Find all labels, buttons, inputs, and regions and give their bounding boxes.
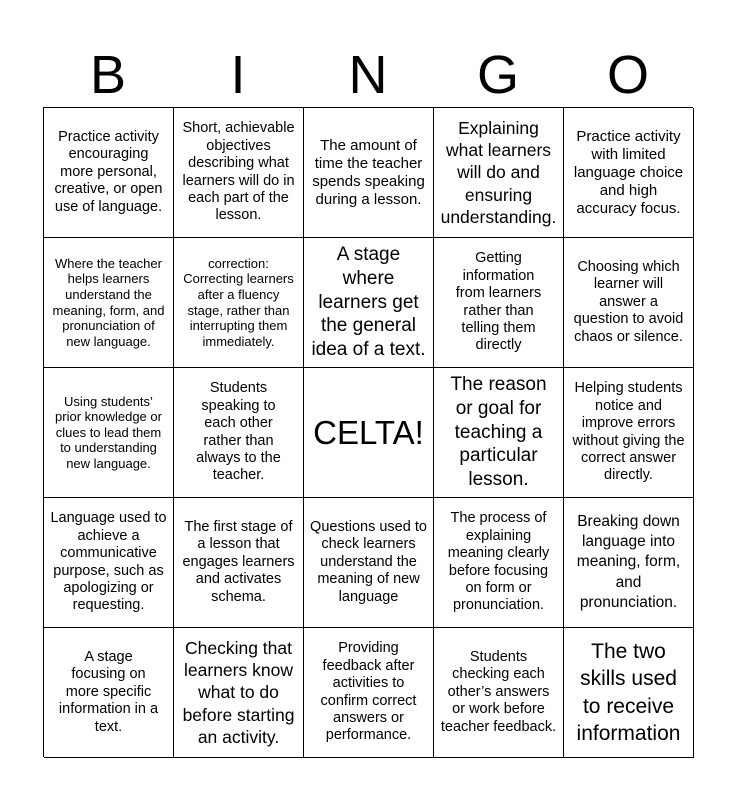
cell-text: The reason or goal for teaching a particular lesson. bbox=[450, 374, 547, 491]
cell-text: Where the teacher helps learners understand the meaning, form, and pronunciation of new language. bbox=[52, 255, 165, 349]
bingo-cell[interactable] bbox=[174, 628, 304, 758]
cell-text: Choosing which learner will answer a question to avoid chaos or silence. bbox=[573, 259, 684, 345]
bingo-cell[interactable] bbox=[564, 108, 694, 238]
cell-text: The process of explaining meaning clearly before focusing on form or pronunciation. bbox=[447, 510, 550, 614]
bingo-board bbox=[43, 107, 693, 757]
bingo-cell[interactable] bbox=[174, 108, 304, 238]
free-space-text: CELTA! bbox=[313, 413, 424, 451]
cell-text: The two skills used to receive information bbox=[576, 639, 681, 745]
cell-text: Using students’ prior knowledge or clues to lead them to understanding new language. bbox=[55, 393, 162, 471]
bingo-cell[interactable] bbox=[44, 628, 174, 758]
header-letter-i: I bbox=[230, 45, 246, 105]
bingo-cell[interactable] bbox=[44, 108, 174, 238]
bingo-header bbox=[43, 44, 693, 106]
header-letter-o: O bbox=[606, 45, 649, 105]
bingo-cell[interactable] bbox=[564, 238, 694, 368]
bingo-cell[interactable] bbox=[434, 108, 564, 238]
bingo-cell[interactable] bbox=[564, 628, 694, 758]
bingo-cell[interactable] bbox=[174, 238, 304, 368]
bingo-cell[interactable] bbox=[44, 368, 174, 498]
cell-text: Language used to achieve a communicative purpose, such as apologizing or requesting. bbox=[50, 510, 167, 614]
free-space[interactable] bbox=[304, 368, 434, 498]
header-letter-b: B bbox=[89, 45, 127, 105]
bingo-cell[interactable] bbox=[564, 498, 694, 628]
header-letter-g: G bbox=[476, 45, 519, 105]
cell-text: Providing feedback after activities to confirm correct answers or performance. bbox=[320, 640, 417, 744]
bingo-cell[interactable] bbox=[434, 238, 564, 368]
bingo-cell[interactable] bbox=[434, 368, 564, 498]
cell-text: A stage where learners get the general idea of a text. bbox=[311, 244, 426, 361]
bingo-cell[interactable] bbox=[44, 498, 174, 628]
cell-text: Helping students notice and improve errors without giving the correct answer directly. bbox=[572, 380, 685, 484]
bingo-cell[interactable] bbox=[304, 108, 434, 238]
cell-text: Checking that learners know what to do before starting an activity. bbox=[182, 637, 295, 748]
cell-text: Questions used to check learners understand the meaning of new language bbox=[310, 519, 427, 605]
cell-text: The first stage of a lesson that engages learners and activates schema. bbox=[182, 519, 295, 605]
bingo-cell[interactable] bbox=[44, 238, 174, 368]
header-letter-n: N bbox=[348, 45, 388, 105]
bingo-cell[interactable] bbox=[304, 238, 434, 368]
cell-text: Breaking down language into meaning, form, and pronunciation. bbox=[576, 513, 681, 611]
bingo-cell[interactable] bbox=[304, 498, 434, 628]
bingo-cell[interactable] bbox=[564, 368, 694, 498]
cell-text: Students checking each other’s answers or work before teacher feedback. bbox=[440, 649, 557, 735]
cell-text: A stage focusing on more specific information in a text. bbox=[58, 649, 159, 735]
cell-text: Getting information from learners rather than telling them directly bbox=[455, 250, 542, 354]
cell-text: Practice activity with limited language choice and high accuracy focus. bbox=[573, 127, 684, 217]
bingo-cell[interactable] bbox=[174, 498, 304, 628]
cell-text: Students speaking to each other rather than always to the teacher. bbox=[196, 380, 281, 484]
cell-text: Practice activity encouraging more personal, creative, or open use of language. bbox=[54, 129, 163, 215]
cell-text: Short, achievable objectives describing what learners will do in each part of the lesson. bbox=[182, 120, 295, 224]
cell-text: correction: Correcting learners after a fluency stage, rather than interrupting them immediately. bbox=[183, 255, 294, 349]
bingo-cell[interactable] bbox=[304, 628, 434, 758]
cell-text: Explaining what learners will do and ensuring understanding. bbox=[440, 117, 557, 228]
bingo-cell[interactable] bbox=[174, 368, 304, 498]
bingo-cell[interactable] bbox=[434, 498, 564, 628]
bingo-cell[interactable] bbox=[434, 628, 564, 758]
cell-text: The amount of time the teacher spends speaking during a lesson. bbox=[312, 136, 425, 208]
